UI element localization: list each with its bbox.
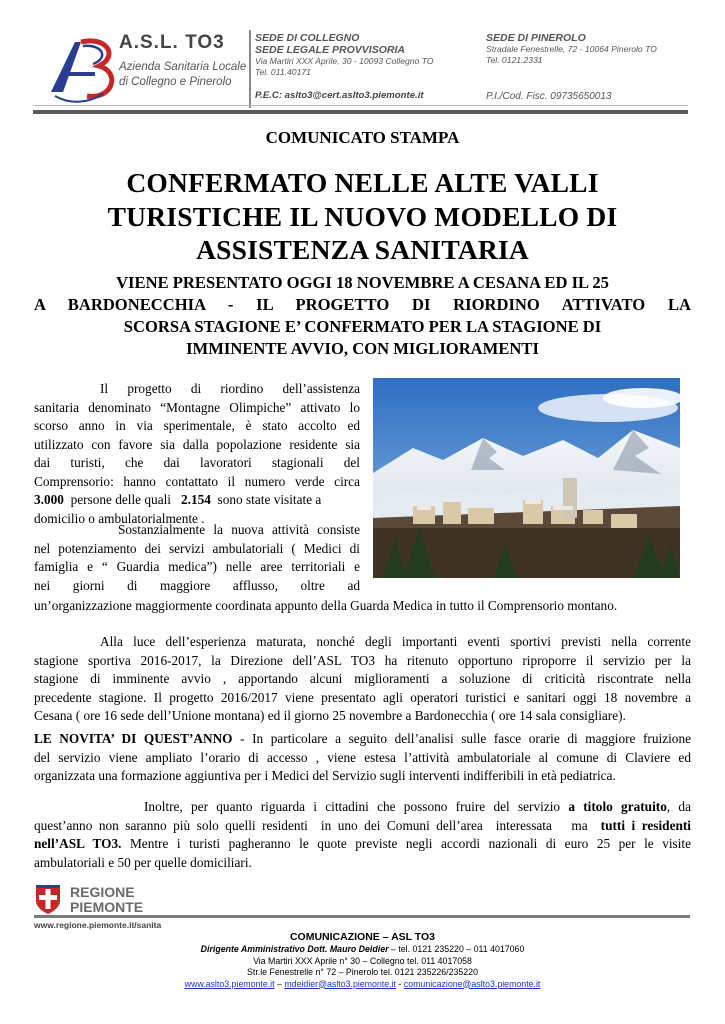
subheadline-line: SCORSA STAGIONE E’ CONFERMATO PER LA STAGIONE DI (123, 317, 602, 336)
footer-rule (34, 915, 690, 918)
sede-pinerolo-tel: Tel. 0121.2331 (486, 55, 543, 65)
text-line: Alla luce dell’esperienza maturata, nonché degli importanti eventi sportivi previsti nella corrente (100, 634, 691, 649)
text-line: quest’anno non saranno più solo quelli residenti in uno dei Comuni dell’area interessata ma tutti i residenti (34, 817, 691, 833)
org-brand (119, 32, 269, 90)
text-line: dai turisti, che dai lavoratori stagionali del (34, 455, 360, 470)
sede-pinerolo-title: SEDE DI PINEROLO (486, 32, 586, 44)
org-subtitle-2: di Collegno e Pinerolo (119, 76, 232, 88)
text-line: stagione sportiva 2016-2017, la Direzione dell’ASL TO3 ha ritenuto opportuno riproporre il servizio per la (34, 652, 691, 668)
text-line: nei giorni di maggiore afflusso, oltre ad (34, 577, 360, 593)
headline-line: CONFERMATO NELLE ALTE VALLI (126, 167, 599, 198)
subheadline-line: VIENE PRESENTATO OGGI 18 NOVEMBRE A CESANA ED IL 25 (116, 273, 609, 292)
sede-legale-title: SEDE LEGALE PROVVISORIA (255, 44, 405, 56)
footer-title: COMUNICAZIONE – ASL TO3 (289, 931, 436, 943)
paragraph-free-service (34, 798, 691, 872)
text-line: scorso anno in via sperimentale, è stato accolto ed (34, 418, 360, 433)
text-line: precedente stagione. Il progetto 2016/2017 viene presentato agli operatori turistici e sanitari oggi 18 novembre a (34, 689, 691, 705)
letterhead-divider (249, 30, 251, 108)
org-name: A.S.L. TO3 (119, 32, 225, 53)
text-line: un’organizzazione maggiormente coordinata appunto della Guarda Medica in tutto il Comprensorio montano. (34, 598, 618, 613)
text-line: domicilio o ambulatorialmente . (34, 510, 205, 526)
text-line: Cesana ( ore 16 sede dell’Unione montana) ed il giorno 25 novembre a Bardonecchia ( ore 14 sala consigliare). (34, 708, 626, 723)
news-heading: LE NOVITA’ DI QUEST’ANNO (34, 731, 233, 746)
footer-line: Str.le Fenestrelle n° 72 – Pinerolo tel. 0121 235226/235220 (247, 967, 478, 977)
piemonte-crest-icon (34, 885, 62, 915)
text-line: del servizio viene ampliato l’orario di accesso , viene estesa l’attività ambulatoriale al comune di Claviere ed (34, 749, 691, 765)
press-release-label: COMUNICATO STAMPA (265, 128, 460, 147)
sede-collegno-title: SEDE DI COLLEGNO (255, 32, 360, 44)
paragraph-activity-tail (34, 597, 694, 616)
manager-name: Dirigente Amministrativo Dott. Mauro Deidier (200, 944, 389, 954)
text-line: LE NOVITA’ DI QUEST’ANNO - In particolare a seguito dell’analisi sulle fasce orarie di maggiore fruizione (34, 731, 691, 746)
headline (50, 166, 675, 267)
headline-line: ASSISTENZA SANITARIA (196, 234, 529, 265)
email-link-deidier[interactable]: mdeidier@aslto3.piemonte.it (284, 978, 396, 989)
subheadline (34, 272, 691, 360)
pec-address: P.E.C: aslto3@cert.aslto3.piemonte.it (255, 90, 424, 101)
website-link[interactable]: www.aslto3.piemonte.it (184, 978, 275, 989)
text-line: Comprensorio: hanno contattato il numero verde circa (34, 473, 360, 489)
text-line: 3.000 persone delle quali 2.154 sono state visitate a (34, 492, 322, 507)
asl-logo-icon (47, 34, 121, 106)
header-thin-rule (33, 105, 688, 106)
text-line: nel potenziamento dei servizi ambulatoriali ( Medici di (34, 540, 360, 556)
text-line: utilizzato con favore sia dalla popolazione residente sia (34, 436, 360, 452)
subheadline-line: IMMINENTE AVVIO, CON MIGLIORAMENTI (186, 339, 539, 358)
text-line: ambulatoriali e 50 per quelle domiciliari. (34, 854, 252, 870)
photo-image (373, 378, 680, 578)
text-line: stagione di imminente avvio , apportando alcuni miglioramenti a soluzione di criticità riscontrate nella (34, 671, 691, 686)
sede-collegno-address: Via Martiri XXX Aprile, 30 - 10093 Collegno TO (255, 56, 434, 66)
letterhead (33, 24, 688, 116)
text-line: Inoltre, per quanto riguarda i cittadini che possono fruire del servizio a titolo gratuito, da (144, 799, 691, 814)
mountain-village-photo (373, 378, 680, 578)
sede-collegno (255, 32, 483, 78)
text-line: Sostanzialmente la nuova attività consiste (118, 522, 360, 537)
visits-count: 2.154 (180, 492, 211, 507)
text-line: nell’ASL TO3. Mentre i turisti pagheranno le quote previste negli accordi nazionali di euro 25 per le visite (34, 836, 692, 851)
headline-line: TURISTICHE IL NUOVO MODELLO DI (107, 200, 618, 232)
regione-piemonte-logo (34, 882, 334, 932)
text-line: sanitaria denominato “Montagne Olimpiche” attivato lo (34, 399, 360, 415)
subheadline-line: A BARDONECCHIA - IL PROGETTO DI RIORDINO ATTIVATO LA (34, 295, 691, 314)
paragraph-intro (34, 380, 360, 528)
sede-pinerolo-address: Stradale Fenestrelle, 72 - 10064 Pinerolo TO (486, 44, 657, 54)
fiscal-code: P.I./Cod. Fisc. 09735650013 (486, 91, 612, 102)
footer-contacts (0, 930, 725, 990)
org-subtitle-1: Azienda Sanitaria Locale (119, 61, 247, 73)
email-link-comunicazione[interactable]: comunicazione@aslto3.piemonte.it (403, 978, 541, 989)
text-line: organizzata una formazione aggiuntiva per i Medici del Servizio sugli interventi indifferibili in età pediatrica. (34, 768, 616, 783)
footer-links: www.aslto3.piemonte.it – mdeidier@aslto3.piemonte.it - comunicazione@aslto3.piemonte.it (184, 978, 541, 989)
text-line: famiglia e “ Guardia medica”) nelle aree territoriali e (34, 559, 360, 574)
regione-url: www.regione.piemonte.it/sanita (34, 920, 162, 930)
paragraph-experience (34, 633, 691, 726)
footer-line: Dirigente Amministrativo Dott. Mauro Deidier – tel. 0121 235220 – 011 4017060 (200, 944, 525, 954)
regione-line-2: PIEMONTE (70, 899, 144, 915)
paragraph-activity (34, 521, 360, 595)
sede-pinerolo (486, 32, 686, 66)
footer-line: Via Martiri XXX Aprile n° 30 – Collegno tel. 011 4017058 (253, 955, 472, 966)
header-rule (33, 110, 688, 114)
calls-count: 3.000 (34, 492, 64, 507)
paragraph-news (34, 730, 691, 786)
text-line: Il progetto di riordino dell’assistenza (100, 381, 360, 396)
sede-collegno-tel: Tel. 011.40171 (255, 67, 311, 77)
regione-line-1: REGIONE (70, 884, 135, 900)
